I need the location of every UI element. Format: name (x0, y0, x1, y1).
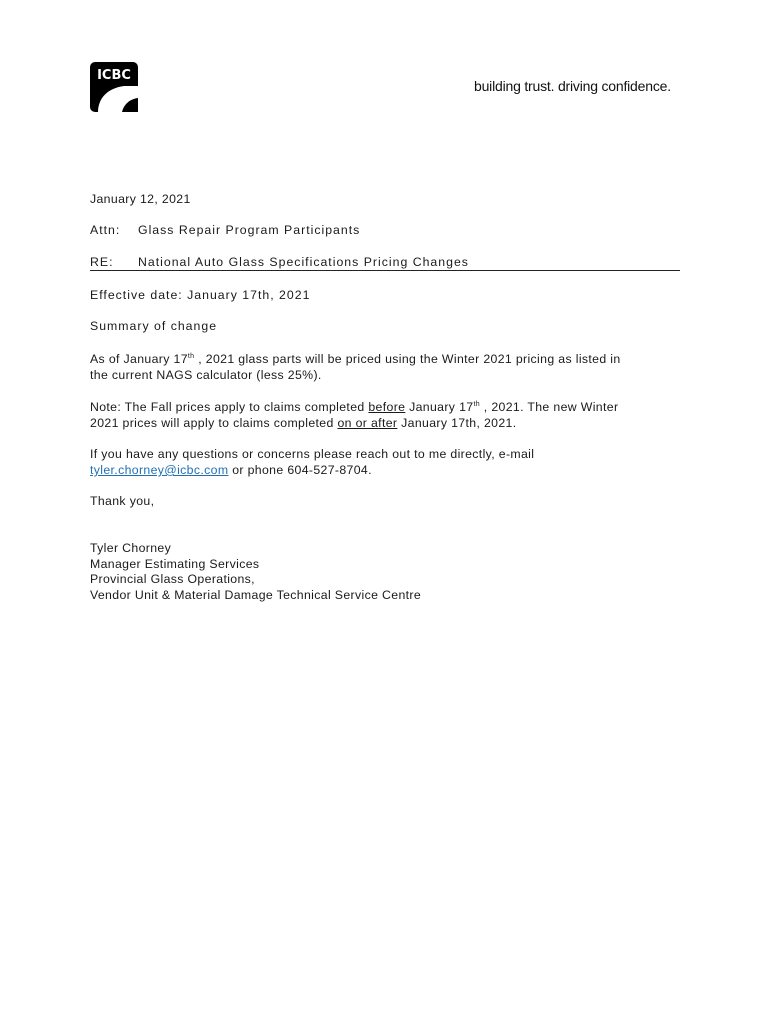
signature-title: Manager Estimating Services (90, 557, 260, 571)
p1-text-a: As of January 17 (90, 352, 188, 366)
subject-divider (90, 270, 680, 271)
paragraph-3-line-1: If you have any questions or concerns please reach out to me directly, e-mail (90, 447, 535, 461)
p2-text-c: , 2021. The new Winter (483, 400, 619, 414)
p1-text-b: , 2021 glass parts will be priced using the Winter 2021 pricing as listed in (198, 352, 621, 366)
paragraph-1-line-2: the current NAGS calculator (less 25%). (90, 368, 322, 382)
paragraph-2-line-2 (90, 416, 517, 430)
attn-label: Attn: (90, 223, 121, 237)
paragraph-1-line-1 (90, 352, 621, 366)
closing: Thank you, (90, 494, 155, 508)
signature-name: Tyler Chorney (90, 541, 172, 555)
paragraph-2-line-1 (90, 400, 618, 414)
re-line (90, 255, 469, 269)
attn-line (90, 223, 360, 237)
effective-date: Effective date: January 17th, 2021 (90, 288, 311, 302)
letter-date: January 12, 2021 (90, 192, 191, 206)
p2-line2-text-b: January 17th, 2021. (401, 416, 517, 430)
signature-dept-2: Vendor Unit & Material Damage Technical Service Centre (90, 588, 422, 602)
phone-text: or phone 604-527-8704. (232, 463, 372, 477)
p2-text-b: January 17 (409, 400, 474, 414)
paragraph-3-line-2 (90, 463, 372, 477)
p1-superscript: th (187, 352, 195, 360)
signature-dept-1: Provincial Glass Operations, (90, 572, 255, 586)
attn-value: Glass Repair Program Participants (138, 223, 361, 237)
p2-before-underlined: before (368, 400, 406, 414)
email-link[interactable]: tyler.chorney@icbc.com (90, 463, 229, 477)
p2-superscript: th (473, 400, 480, 408)
re-value: National Auto Glass Specifications Pricing Changes (138, 255, 469, 269)
icbc-logo (90, 62, 138, 112)
logo-text: ICBC (97, 68, 131, 83)
re-label: RE: (90, 255, 114, 269)
tagline: building trust. driving confidence. (474, 78, 671, 94)
summary-heading: Summary of change (90, 319, 218, 333)
p2-on-or-after-underlined: on or after (337, 416, 398, 430)
p2-line2-text-a: 2021 prices will apply to claims completed (90, 416, 334, 430)
p2-text-a: Note: The Fall prices apply to claims completed (90, 400, 365, 414)
